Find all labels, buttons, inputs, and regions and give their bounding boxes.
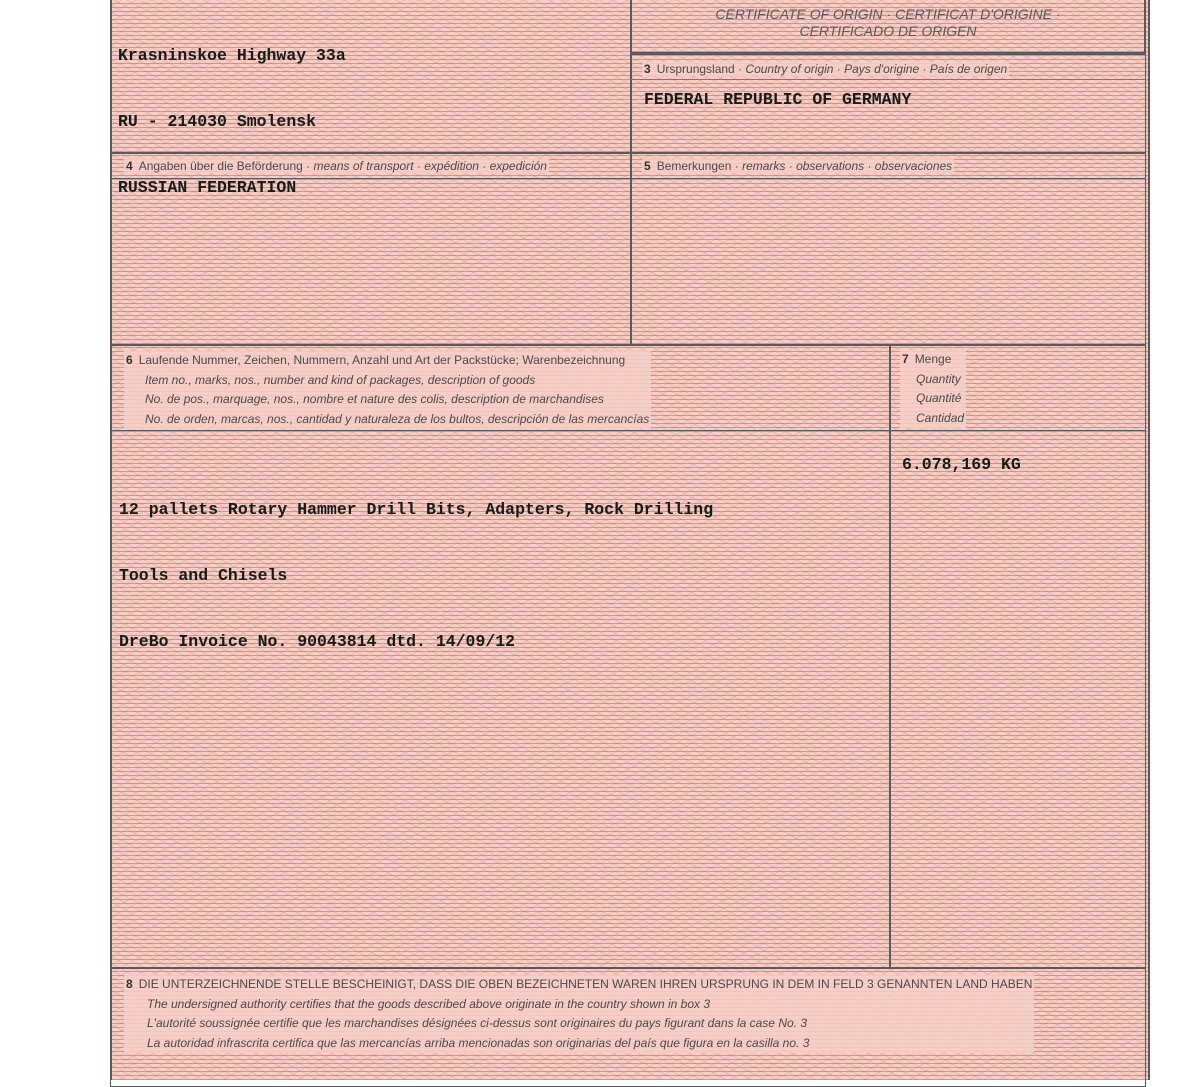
certificate-title-box xyxy=(630,0,1146,54)
box-7-quantity xyxy=(889,344,1146,969)
box-5-label-other: · remarks · observations · observaciones xyxy=(734,159,953,173)
certificate-title-line: CERTIFICADO DE ORIGEN xyxy=(799,23,977,39)
box-3-label xyxy=(642,62,1009,76)
box-6-label-de: Laufende Nummer, Zeichen, Nummern, Anzahl und Art der Packstücke; Warenbezeichnung xyxy=(138,353,626,367)
box-8-label-en: The undersigned authority certifies that the goods described above originate in the country shown in box 3 xyxy=(147,996,711,1011)
box-4-label xyxy=(124,159,549,173)
consignee-line: Krasninskoe Highway 33a xyxy=(118,46,346,65)
box-5-remarks xyxy=(630,152,1146,346)
box-7-label-en: Quantity xyxy=(916,371,961,386)
box-4-label-other: · means of transport · expédition · expedición xyxy=(306,159,547,173)
box-3-number: 3 xyxy=(644,62,651,76)
box-6-label-es: No. de orden, marcas, nos., cantidad y naturaleza de los bultos, descripción de las mercancías xyxy=(145,411,650,426)
box-5-label-de: Bemerkungen xyxy=(656,159,732,173)
box-6-number: 6 xyxy=(126,353,133,367)
box-7-label xyxy=(900,350,966,428)
box-8-label-es: La autoridad infrascrita certifica que las mercancías arriba mencionadas son originarias del país que figura en la casilla no. 3 xyxy=(147,1035,810,1050)
consignee-line: RU - 214030 Smolensk xyxy=(118,112,317,131)
box-6-label-fr: No. de pos., marquage, nos., nombre et nature des colis, description de marchandises xyxy=(145,392,604,406)
box-8-number: 8 xyxy=(126,977,133,991)
box-8-label-de: DIE UNTERZEICHNENDE STELLE BESCHEINIGT, DASS DIE OBEN BEZEICHNETEN WAREN IHREN URSPRUNG IN DEM IN FELD 3 GENANNTEN LAND HABEN xyxy=(138,977,1033,991)
box-6-label xyxy=(124,351,651,429)
certificate-title-line: CERTIFICATE OF ORIGIN · CERTIFICAT D'ORIGINE · xyxy=(715,6,1061,22)
box-4-number: 4 xyxy=(126,159,133,173)
goods-line: DreBo Invoice No. 90043814 dtd. 14/09/12 xyxy=(119,632,516,651)
box-5-label xyxy=(642,159,954,173)
box-4-transport xyxy=(110,152,632,346)
quantity-value: 6.078,169 KG xyxy=(902,455,1021,474)
box-7-label-de: Menge xyxy=(914,352,952,366)
box-7-number: 7 xyxy=(902,352,909,366)
goods-description xyxy=(119,455,713,697)
box-8-label-fr: L'autorité soussignée certifie que les marchandises désignées ci-dessus sont originaires du pays figurant dans la case No. 3 xyxy=(147,1016,807,1030)
box-6-label-en: Item no., marks, nos., number and kind of packages, description of goods xyxy=(145,372,536,387)
box-8-label xyxy=(124,975,1034,1053)
box-7-label-es: Cantidad xyxy=(916,410,965,425)
country-of-origin-value: FEDERAL REPUBLIC OF GERMANY xyxy=(644,90,912,109)
box-7-label-fr: Quantité xyxy=(916,391,962,405)
box-4-label-de: Angaben über die Beförderung xyxy=(138,159,303,173)
box-3-label-other: · Country of origin · Pays d'origine · País de origen xyxy=(738,62,1008,76)
box-3-label-de: Ursprungsland xyxy=(656,62,735,76)
box-5-number: 5 xyxy=(644,159,651,173)
certificate-form xyxy=(110,0,1150,1080)
goods-line: 12 pallets Rotary Hammer Drill Bits, Adapters, Rock Drilling xyxy=(119,500,714,519)
consignee-line: RUSSIAN FEDERATION xyxy=(118,178,297,197)
goods-line: Tools and Chisels xyxy=(119,566,288,585)
